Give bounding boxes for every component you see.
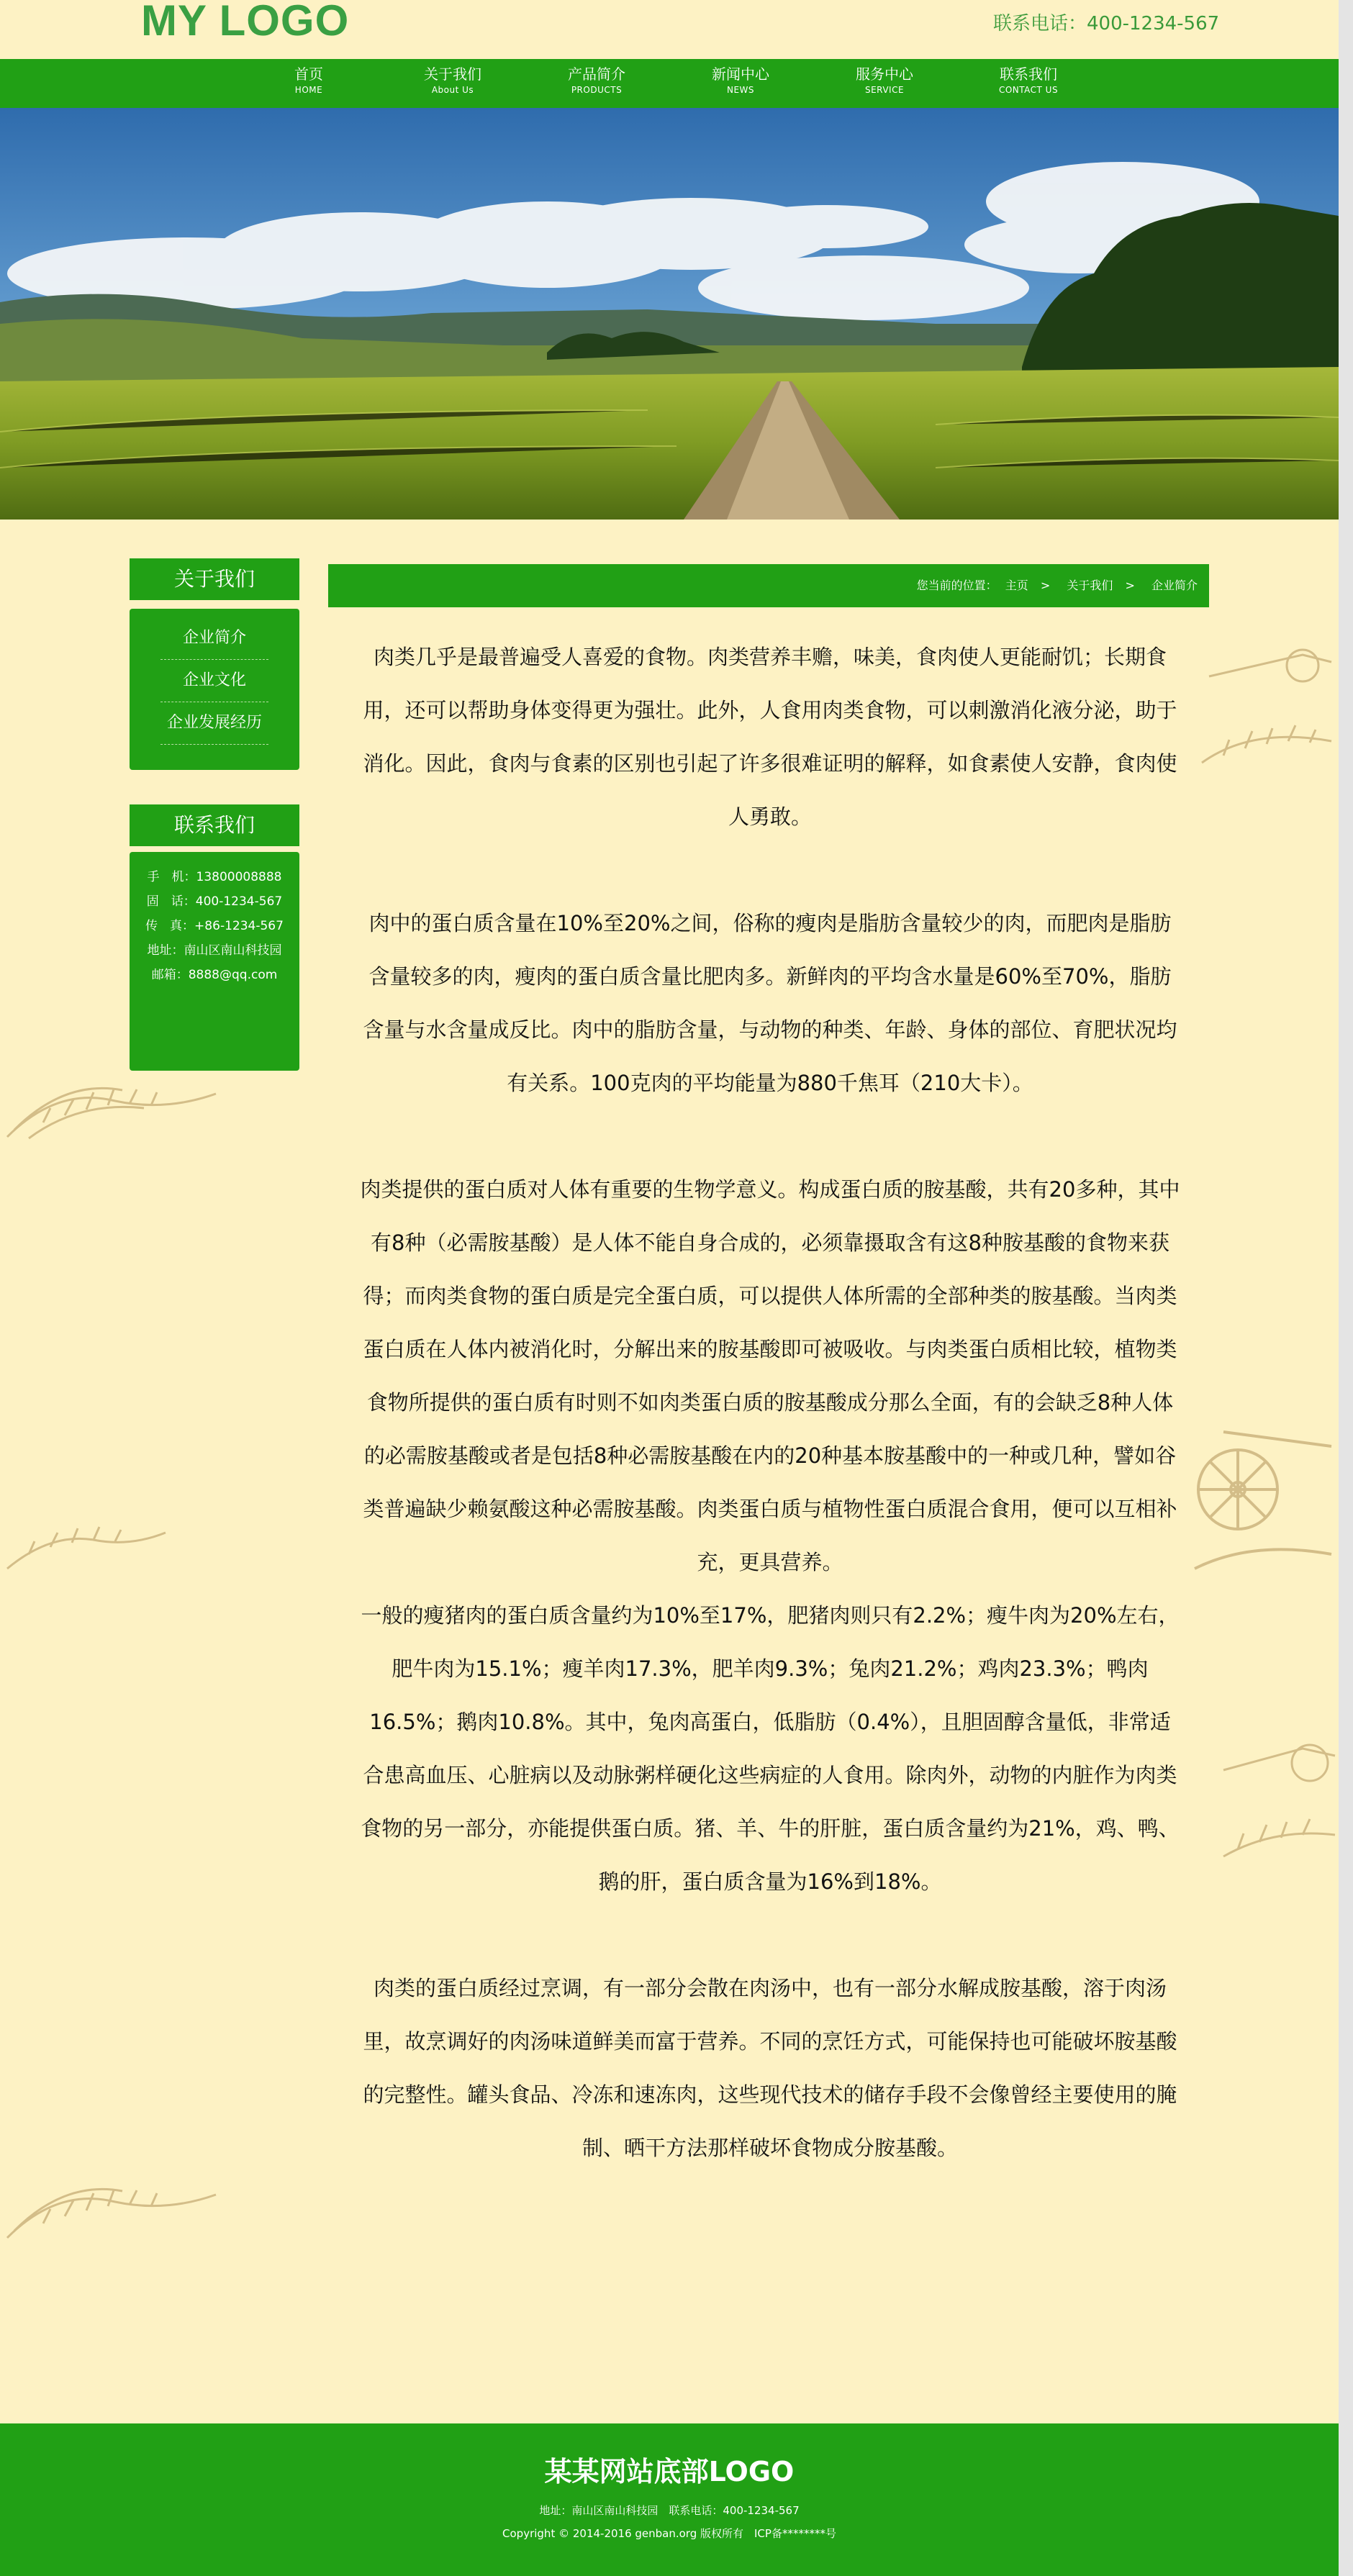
site-logo[interactable]: MY LOGO	[141, 0, 350, 45]
nav-label: 首页	[294, 65, 323, 83]
article-paragraph: 肉类的蛋白质经过烹调，有一部分会散在肉汤中，也有一部分水解成胺基酸，溶于肉汤里，故烹调好的肉汤味道鲜美而富于营养。不同的烹饪方式，可能保持也可能破坏胺基酸的完整性。罐头食品、冷冻和速冻肉，这些现代技术的储存手段不会像曾经主要使用的腌制、晒干方法那样破坏食物成分胺基酸。	[363, 1976, 1177, 2160]
site-header	[0, 0, 1339, 59]
contact-landline: 固 话：400-1234-567	[146, 894, 283, 909]
nav-item-about[interactable]	[388, 65, 517, 96]
article-paragraph: 肉中的蛋白质含量在10%至20%之间，俗称的瘦肉是脂肪含量较少的肉，而肥肉是脂肪含量较多的肉，瘦肉的蛋白质含量比肥肉多。新鲜肉的平均含水量是60%至70%，脂肪含量与水含量成反比。肉中的脂肪含量，与动物的种类、年龄、身体的部位、育肥状况均有关系。100克肉的平均能量为880千焦耳（210大卡）。	[363, 911, 1177, 1095]
nav-sublabel: About Us	[431, 85, 474, 95]
sidebar-item-company-profile[interactable]: 企业简介	[160, 617, 268, 660]
nav-label: 产品简介	[568, 65, 625, 83]
nav-item-products[interactable]	[532, 65, 661, 96]
nav-item-home[interactable]	[244, 65, 374, 96]
footer-copyright: Copyright © 2014-2016 genban.org 版权所有 ICP备********号	[502, 2527, 836, 2540]
about-sidebar-title: 关于我们	[130, 558, 299, 600]
article-body	[360, 630, 1180, 2174]
contact-sidebar-box	[130, 852, 299, 1071]
wheat-decoration-icon	[0, 2151, 230, 2245]
footer-logo: 某某网站底部LOGO	[544, 2456, 795, 2487]
nav-label: 服务中心	[856, 65, 913, 83]
about-sidebar-menu	[130, 609, 299, 770]
breadcrumb-about[interactable]: 关于我们	[1067, 579, 1113, 592]
header-phone: 联系电话：400-1234-567	[993, 13, 1220, 35]
cart-decoration-icon	[1195, 633, 1339, 777]
cart-decoration-icon	[1180, 1410, 1339, 1583]
scrollbar-gutter	[1339, 0, 1353, 2576]
nav-sublabel: SERVICE	[864, 85, 905, 95]
main-nav	[0, 59, 1339, 108]
article-paragraph: 肉类提供的蛋白质对人体有重要的生物学意义。构成蛋白质的胺基酸，共有20多种，其中有8种（必需胺基酸）是人体不能自身合成的，必须靠摄取含有这8种胺基酸的食物来获得；而肉类食物的蛋白质是完全蛋白质，可以提供人体所需的全部种类的胺基酸。当肉类蛋白质在人体内被消化时，分解出来的胺基酸即可被吸收。与肉类蛋白质相比较，植物类食物所提供的蛋白质有时则不如肉类蛋白质的胺基酸成分那么全面，有的会缺乏8种人体的必需胺基酸或者是包括8种必需胺基酸在内的20种基本胺基酸中的一种或几种，譬如谷类普遍缺少赖氨酸这种必需胺基酸。肉类蛋白质与植物性蛋白质混合食用，便可以互相补充，更具营养。	[360, 1177, 1180, 1574]
nav-label: 关于我们	[424, 65, 481, 83]
nav-item-service[interactable]	[820, 65, 949, 96]
breadcrumb-current: 企业简介	[1151, 579, 1198, 592]
nav-sublabel: CONTACT US	[998, 85, 1059, 95]
contact-address: 地址：南山区南山科技园	[147, 943, 282, 958]
hero-banner-image	[0, 108, 1339, 520]
nav-item-contact[interactable]	[964, 65, 1093, 96]
nav-sublabel: PRODUCTS	[571, 85, 623, 95]
contact-mobile: 手 机：13800008888	[147, 870, 282, 884]
breadcrumb	[913, 564, 1198, 607]
nav-label: 新闻中心	[712, 65, 769, 83]
breadcrumb-bar	[328, 564, 1209, 607]
sidebar-item-company-culture[interactable]: 企业文化	[160, 660, 268, 702]
article-paragraph: 肉类几乎是最普遍受人喜爱的食物。肉类营养丰赡，味美，食肉使人更能耐饥；长期食用，还可以帮助身体变得更为强壮。此外，人食用肉类食物，可以刺激消化液分泌，助于消化。因此，食肉与食素的区别也引起了许多很难证明的解释，如食素使人安静，食肉使人勇敢。	[363, 645, 1177, 829]
cart-decoration-icon	[1216, 1727, 1339, 1871]
site-footer	[0, 2423, 1339, 2576]
wheat-decoration-icon	[0, 1058, 230, 1144]
nav-label: 联系我们	[1000, 65, 1057, 83]
breadcrumb-prefix: 您当前的位置：	[916, 579, 997, 592]
nav-sublabel: HOME	[294, 85, 323, 95]
breadcrumb-separator: >	[1040, 579, 1051, 592]
footer-address: 地址：南山区南山科技园 联系电话：400-1234-567	[539, 2504, 800, 2517]
wheat-decoration-icon	[0, 1511, 173, 1576]
breadcrumb-separator: >	[1125, 579, 1135, 592]
nav-item-news[interactable]	[676, 65, 805, 96]
sidebar-item-company-history[interactable]: 企业发展经历	[160, 702, 268, 745]
article-paragraph: 一般的瘦猪肉的蛋白质含量约为10%至17%，肥猪肉则只有2.2%；瘦牛肉为20%左右，肥牛肉为15.1%；瘦羊肉17.3%，肥羊肉9.3%；兔肉21.2%；鸡肉23.3%；鸭肉16.5%；鹅肉10.8%。其中，兔肉高蛋白，低脂肪（0.4%），且胆固醇含量低，非常适合患高血压、心脏病以及动脉粥样硬化这些病症的人食用。除肉外，动物的内脏作为肉类食物的另一部分，亦能提供蛋白质。猪、羊、牛的肝脏，蛋白质含量约为21%，鸡、鸭、鹅的肝，蛋白质含量为16%到18%。	[361, 1603, 1180, 1894]
contact-email: 邮箱：8888@qq.com	[151, 968, 278, 982]
contact-fax: 传 真：+86-1234-567	[145, 919, 284, 933]
nav-sublabel: NEWS	[726, 85, 755, 95]
contact-sidebar-title: 联系我们	[130, 804, 299, 846]
breadcrumb-home[interactable]: 主页	[1005, 579, 1028, 592]
